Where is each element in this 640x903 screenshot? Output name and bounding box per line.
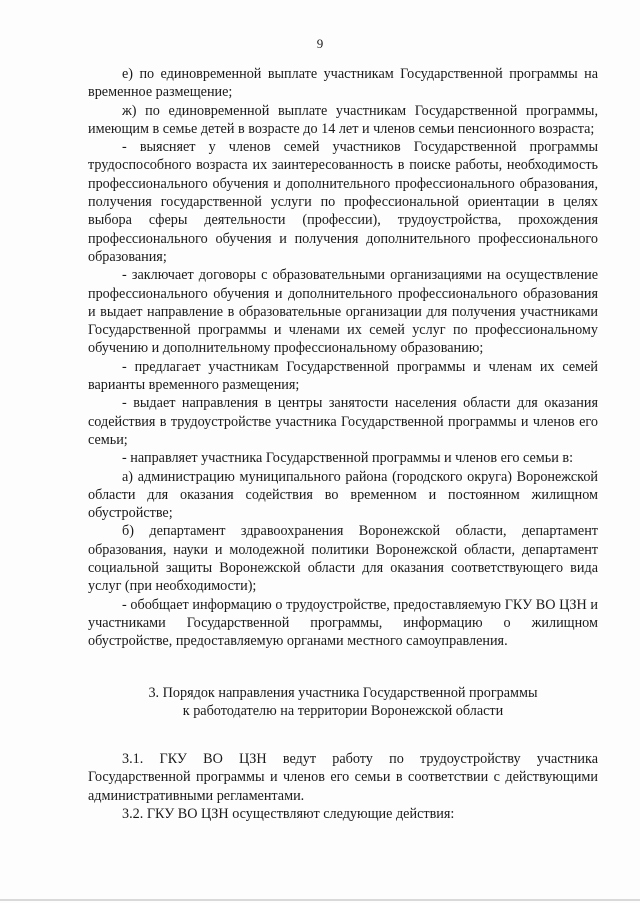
paragraph-item-zh: ж) по единовременной выплате участникам Государственной программы, имеющим в семье детей в возрасте до 14 лет и членов семьи пенсионного возраста; [88,102,598,137]
paragraph-item-a: а) администрацию муниципального района (городского округа) Воронежской области для оказания содействия во временном и постоянном жилищном обустройстве; [88,468,598,522]
paragraph-directs-participant: - направляет участника Государственной программы и членов его семьи в: [122,450,574,467]
paragraph-item-b: б) департамент здравоохранения Воронежской области, департамент образования, науки и молодежной политики Воронежской области, департамент социальной защиты Воронежской области для оказания соответствующего вида услуг (при необходимости); [88,523,598,595]
paragraph-summarizes-info: - обобщает информацию о трудоустройстве, предоставляемую ГКУ ВО ЦЗН и участниками Государственной программы, информацию о жилищном обустройстве, предоставляемую органами местного самоуправления. [88,596,598,650]
section-heading-line-2: к работодателю на территории Воронежской области [182,702,504,719]
paragraph-clarifies-interest: - выясняет у членов семей участников Государственной программы трудоспособного возраста их заинтересованность в поиске работы, необходимость профессионального обучения и дополнительного профессионального образования, получения государственной услуги по профессиональной ориентации в целях выбора сферы деятельности (профессии), трудоустройства, прохождения профессионального обучения и получения дополнительного профессионального образования; [88,139,598,265]
paragraph-3-2: 3.2. ГКУ ВО ЦЗН осуществляют следующие действия: [122,805,455,822]
paragraph-issues-referrals: - выдает направления в центры занятости населения области для оказания содействия в трудоустройстве участника Государственной программы и членов его семьи; [88,395,598,448]
paragraph-concludes-contracts: - заключает договоры с образовательными организациями на осуществление профессионального обучения и дополнительного профессионального образования и выдает направление в образовательные организации для получения участниками Государственной программы и членами их семей услуг по профессиональному обучению и дополнительному профессиональному образованию; [88,267,598,357]
page-number: 9 [316,36,324,51]
scan-bottom-edge [0,899,640,901]
paragraph-3-1: 3.1. ГКУ ВО ЦЗН ведут работу по трудоустройству участника Государственной программы и членов его семьи в соответствии с действующими административными регламентами. [88,751,598,804]
paragraph-item-e: е) по единовременной выплате участникам Государственной программы на временное размещение; [88,66,598,101]
document-body [88,65,598,823]
section-heading [88,684,598,721]
section-heading-line-1: 3. Порядок направления участника Государственной программы [148,684,538,701]
paragraph-offers-placement: - предлагает участникам Государственной программы и членам их семей варианты временного размещения; [88,358,598,394]
